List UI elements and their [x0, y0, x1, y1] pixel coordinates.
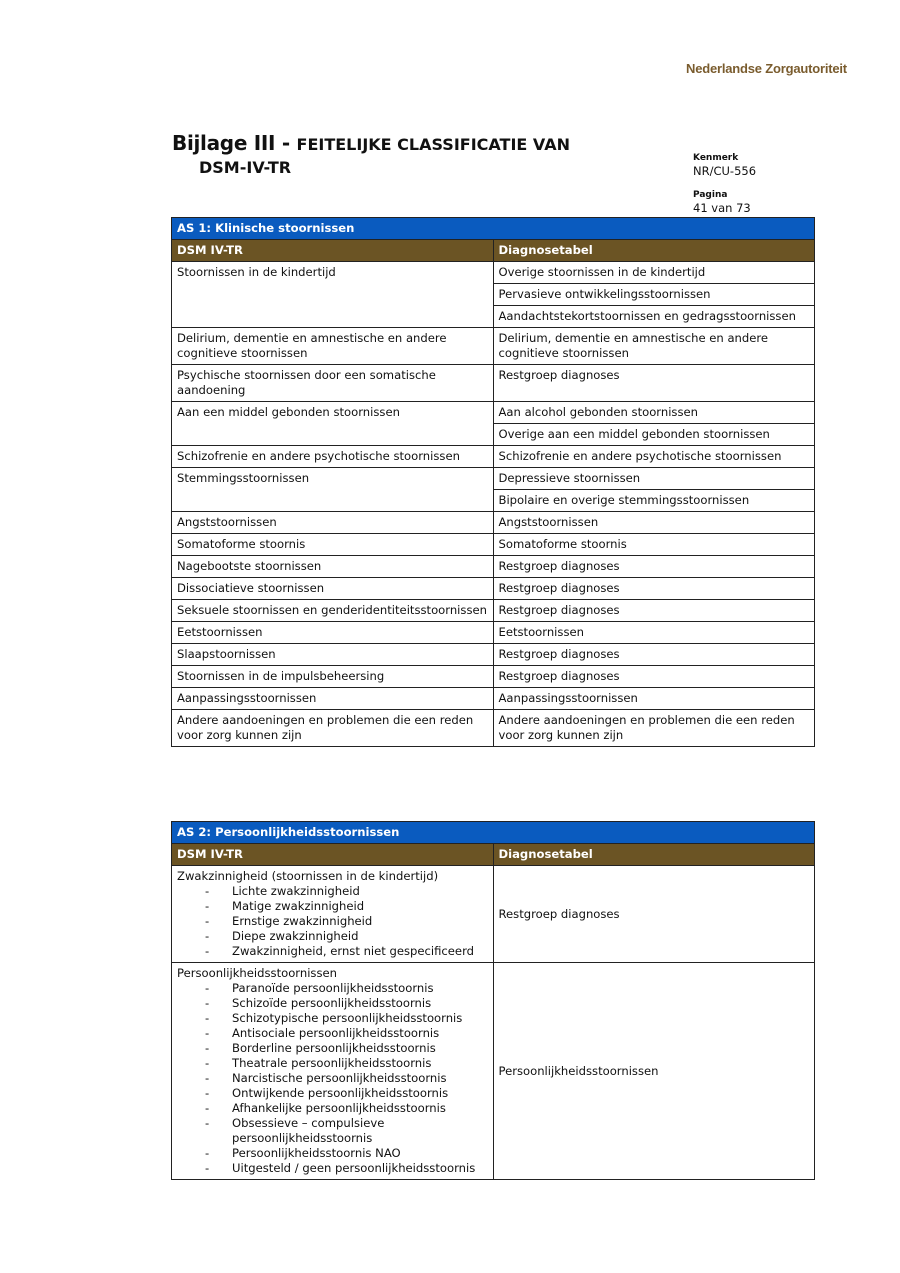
as1-col-header-dsm: DSM IV-TR — [172, 240, 494, 262]
dsm-category-cell: Aan een middel gebonden stoornissen — [172, 402, 494, 446]
table-row — [172, 866, 815, 963]
dsm-category-cell: Delirium, dementie en amnestische en andere cognitieve stoornissen — [172, 328, 494, 365]
title-line2: DSM-IV-TR — [199, 158, 292, 177]
subtype-item: - Ernstige zwakzinnigheid — [177, 914, 488, 929]
diagnosetabel-cell: Pervasieve ontwikkelingsstoornissen — [493, 284, 815, 306]
diagnosetabel-cell: Restgroep diagnoses — [493, 556, 815, 578]
diagnosetabel-cell: Aan alcohol gebonden stoornissen — [493, 402, 815, 424]
title-main: FEITELIJKE CLASSIFICATIE VAN — [296, 135, 570, 154]
subtype-item: - Zwakzinnigheid, ernst niet gespecificeerd — [177, 944, 488, 959]
table-row — [172, 600, 815, 622]
table-row — [172, 468, 815, 490]
dsm-category-cell: Seksuele stoornissen en genderidentiteitsstoornissen — [172, 600, 494, 622]
diagnosetabel-cell: Restgroep diagnoses — [493, 365, 815, 402]
table-row — [172, 365, 815, 402]
page-title — [172, 131, 570, 177]
kenmerk-label: Kenmerk — [693, 153, 739, 163]
as1-section-title: AS 1: Klinische stoornissen — [172, 218, 815, 240]
as2-table — [171, 821, 815, 1180]
subtype-item: - Lichte zwakzinnigheid — [177, 884, 488, 899]
organization-logo: Nederlandse Zorgautoriteit — [686, 61, 847, 76]
diagnosetabel-cell: Eetstoornissen — [493, 622, 815, 644]
diagnosetabel-cell: Andere aandoeningen en problemen die een reden voor zorg kunnen zijn — [493, 710, 815, 747]
table-row — [172, 402, 815, 424]
diagnosetabel-cell: Restgroep diagnoses — [493, 578, 815, 600]
diagnosetabel-cell: Depressieve stoornissen — [493, 468, 815, 490]
subtype-list — [177, 884, 488, 959]
as2-col-header-diagnosetabel: Diagnosetabel — [493, 844, 815, 866]
table-row — [172, 644, 815, 666]
subtype-item: - Uitgesteld / geen persoonlijkheidsstoornis — [177, 1161, 488, 1176]
diagnosetabel-cell: Restgroep diagnoses — [493, 666, 815, 688]
table-row — [172, 328, 815, 365]
table-row — [172, 556, 815, 578]
subtype-item: - Matige zwakzinnigheid — [177, 899, 488, 914]
dsm-category-cell: Stoornissen in de impulsbeheersing — [172, 666, 494, 688]
dsm-category-cell: Slaapstoornissen — [172, 644, 494, 666]
table-row — [172, 578, 815, 600]
dsm-category-cell: Psychische stoornissen door een somatische aandoening — [172, 365, 494, 402]
subtype-list — [177, 981, 488, 1176]
table-row — [172, 666, 815, 688]
table-row — [172, 622, 815, 644]
dsm-category-cell: Aanpassingsstoornissen — [172, 688, 494, 710]
pagina-value: 41 van 73 — [693, 201, 751, 215]
subtype-item: - Ontwijkende persoonlijkheidsstoornis — [177, 1086, 488, 1101]
diagnosetabel-cell: Persoonlijkheidsstoornissen — [493, 963, 815, 1180]
dsm-category-cell: Stemmingsstoornissen — [172, 468, 494, 512]
diagnosetabel-cell: Aanpassingsstoornissen — [493, 688, 815, 710]
dsm-category-cell — [172, 866, 494, 963]
kenmerk-block — [693, 153, 756, 178]
diagnosetabel-cell: Restgroep diagnoses — [493, 644, 815, 666]
subtype-item: - Diepe zwakzinnigheid — [177, 929, 488, 944]
kenmerk-value: NR/CU-556 — [693, 164, 757, 178]
table-row — [172, 688, 815, 710]
diagnosetabel-cell: Delirium, dementie en amnestische en andere cognitieve stoornissen — [493, 328, 815, 365]
dsm-category-cell: Somatoforme stoornis — [172, 534, 494, 556]
as2-col-header-dsm: DSM IV-TR — [172, 844, 494, 866]
as1-col-header-diagnosetabel: Diagnosetabel — [493, 240, 815, 262]
dsm-category-cell: Angststoornissen — [172, 512, 494, 534]
subtype-item: - Schizotypische persoonlijkheidsstoornis — [177, 1011, 488, 1026]
diagnosetabel-cell: Restgroep diagnoses — [493, 600, 815, 622]
diagnosetabel-cell: Bipolaire en overige stemmingsstoornissen — [493, 490, 815, 512]
diagnosetabel-cell: Schizofrenie en andere psychotische stoornissen — [493, 446, 815, 468]
subtype-item: - Schizoïde persoonlijkheidsstoornis — [177, 996, 488, 1011]
category-heading: Zwakzinnigheid (stoornissen in de kindertijd) — [177, 869, 439, 883]
as1-table — [171, 217, 815, 747]
dsm-category-cell: Stoornissen in de kindertijd — [172, 262, 494, 328]
dsm-category-cell: Schizofrenie en andere psychotische stoornissen — [172, 446, 494, 468]
subtype-item: - Theatrale persoonlijkheidsstoornis — [177, 1056, 488, 1071]
diagnosetabel-cell: Overige aan een middel gebonden stoornissen — [493, 424, 815, 446]
diagnosetabel-cell: Overige stoornissen in de kindertijd — [493, 262, 815, 284]
dsm-category-cell — [172, 963, 494, 1180]
subtype-item: - Persoonlijkheidsstoornis NAO — [177, 1146, 488, 1161]
diagnosetabel-cell: Angststoornissen — [493, 512, 815, 534]
as2-section-title: AS 2: Persoonlijkheidsstoornissen — [172, 822, 815, 844]
dsm-category-cell: Dissociatieve stoornissen — [172, 578, 494, 600]
subtype-item: - Borderline persoonlijkheidsstoornis — [177, 1041, 488, 1056]
diagnosetabel-cell: Somatoforme stoornis — [493, 534, 815, 556]
pagina-block — [693, 190, 751, 215]
table-row — [172, 512, 815, 534]
subtype-item: - Narcistische persoonlijkheidsstoornis — [177, 1071, 488, 1086]
pagina-label: Pagina — [693, 190, 728, 200]
subtype-item: - Antisociale persoonlijkheidsstoornis — [177, 1026, 488, 1041]
dsm-category-cell: Eetstoornissen — [172, 622, 494, 644]
subtype-item: - Obsessieve – compulsieve persoonlijkheidsstoornis — [177, 1116, 488, 1146]
subtype-item: - Afhankelijke persoonlijkheidsstoornis — [177, 1101, 488, 1116]
title-prefix: Bijlage III - — [172, 131, 297, 155]
dsm-category-cell: Andere aandoeningen en problemen die een reden voor zorg kunnen zijn — [172, 710, 494, 747]
table-row — [172, 262, 815, 284]
category-heading: Persoonlijkheidsstoornissen — [177, 966, 337, 980]
diagnosetabel-cell: Restgroep diagnoses — [493, 866, 815, 963]
subtype-item: - Paranoïde persoonlijkheidsstoornis — [177, 981, 488, 996]
diagnosetabel-cell: Aandachtstekortstoornissen en gedragsstoornissen — [493, 306, 815, 328]
table-row — [172, 710, 815, 747]
table-row — [172, 446, 815, 468]
dsm-category-cell: Nagebootste stoornissen — [172, 556, 494, 578]
table-row — [172, 963, 815, 1180]
table-row — [172, 534, 815, 556]
